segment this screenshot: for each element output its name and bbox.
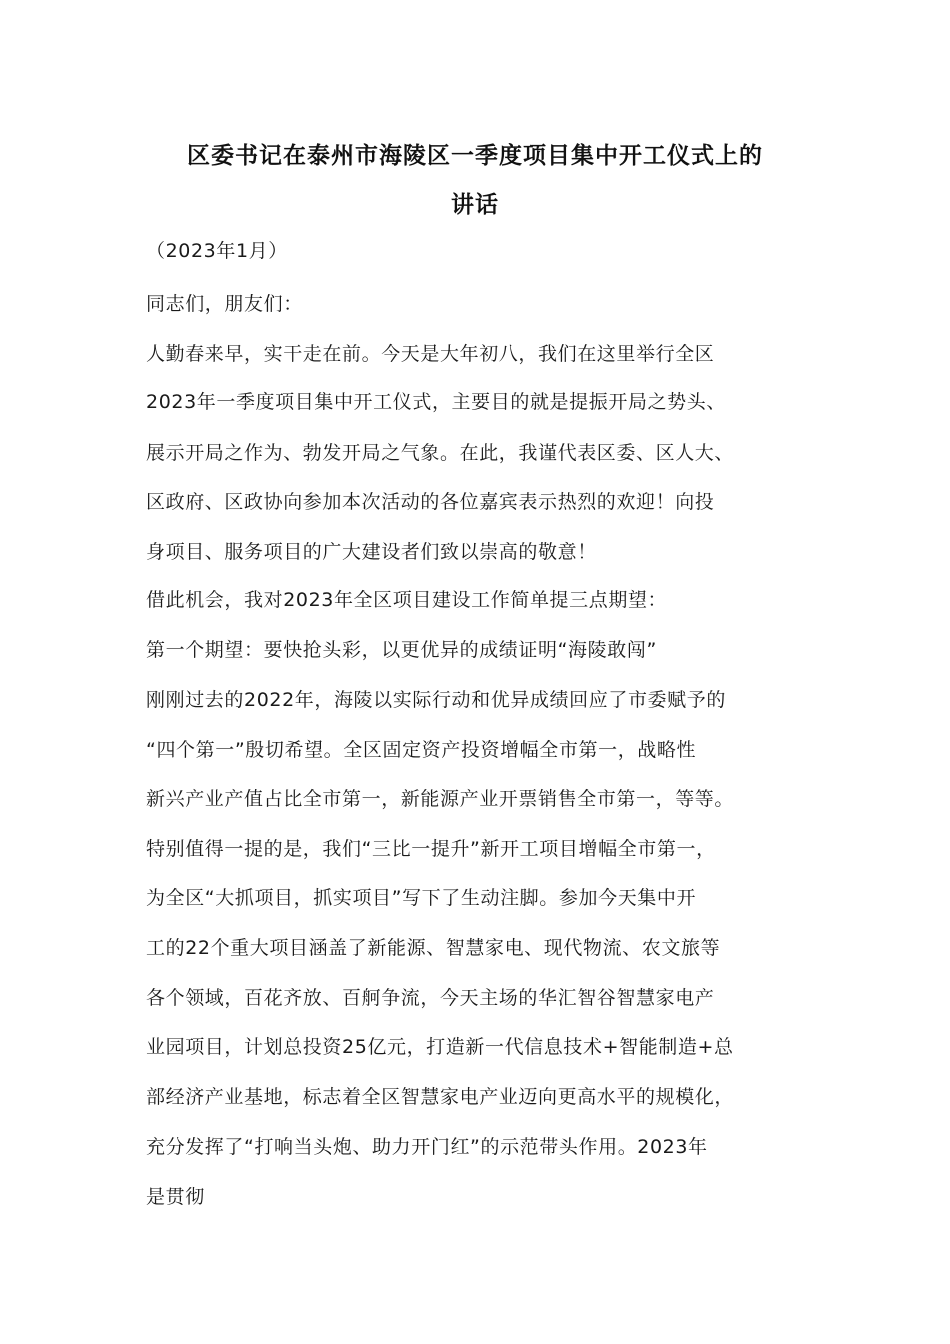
- body-line: 人勤春来早，实干走在前。今天是大年初八，我们在这里举行全区: [146, 343, 715, 365]
- body-line: 区政府、区政协向参加本次活动的各位嘉宾表示热烈的欢迎！向投: [146, 491, 715, 513]
- body-line: 为全区“大抓项目，抓实项目”写下了生动注脚。参加今天集中开: [146, 887, 697, 909]
- body-line: 2023年一季度项目集中开工仪式，主要目的就是提振开局之势头、: [146, 391, 726, 413]
- body-line: 工的22个重大项目涵盖了新能源、智慧家电、现代物流、农文旅等: [146, 937, 721, 959]
- body-line: 新兴产业产值占比全市第一，新能源产业开票销售全市第一，等等。: [146, 788, 735, 810]
- document-title-line-1: 区委书记在泰州市海陵区一季度项目集中开工仪式上的: [187, 143, 763, 169]
- body-line: 是贯彻: [146, 1186, 205, 1208]
- body-line: 部经济产业基地，标志着全区智慧家电产业迈向更高水平的规模化，: [146, 1086, 735, 1108]
- salutation-line: 同志们，朋友们：: [146, 293, 303, 315]
- document-title-line-2: 讲话: [451, 192, 499, 218]
- body-line: 借此机会，我对2023年全区项目建设工作简单提三点期望：: [146, 589, 668, 611]
- body-line: 展示开局之作为、勃发开局之气象。在此，我谨代表区委、区人大、: [146, 442, 735, 464]
- body-line: 充分发挥了“打响当头炮、助力开门红”的示范带头作用。2023年: [146, 1136, 708, 1158]
- date-line: （2023年1月）: [146, 240, 288, 262]
- body-line: 身项目、服务项目的广大建设者们致以崇高的敬意！: [146, 541, 597, 563]
- body-line: 业园项目，计划总投资25亿元，打造新一代信息技术+智能制造+总: [146, 1036, 734, 1058]
- body-line: “四个第一”殷切希望。全区固定资产投资增幅全市第一，战略性: [146, 739, 697, 761]
- body-line: 各个领域，百花齐放、百舸争流，今天主场的华汇智谷智慧家电产: [146, 987, 715, 1009]
- body-line: 刚刚过去的2022年，海陵以实际行动和优异成绩回应了市委赋予的: [146, 689, 726, 711]
- section-heading: 第一个期望：要快抢头彩，以更优异的成绩证明“海陵敢闯”: [146, 639, 657, 661]
- body-line: 特别值得一提的是，我们“三比一提升”新开工项目增幅全市第一，: [146, 838, 716, 860]
